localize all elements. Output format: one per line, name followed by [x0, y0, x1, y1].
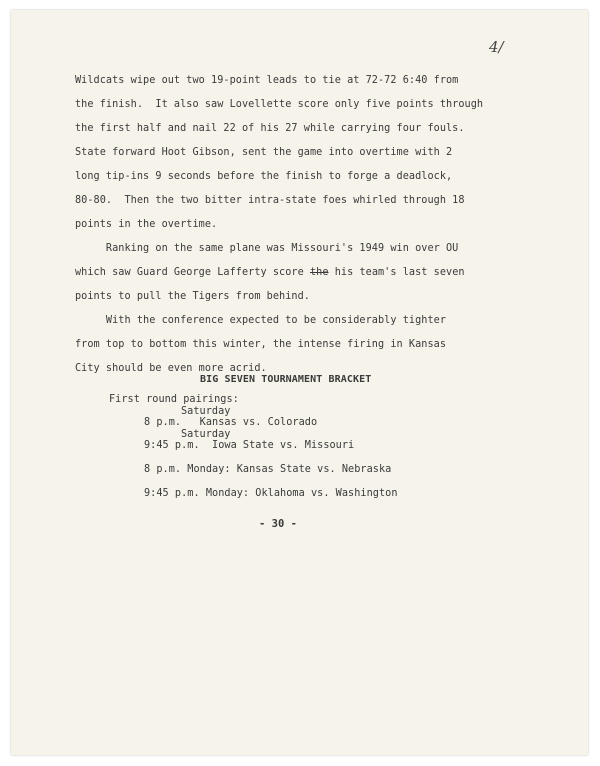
body-line: 80-80. Then the two bitter intra-state foes whirled through 18 — [75, 195, 465, 206]
paper-sheet — [11, 10, 588, 755]
body-line: Wildcats wipe out two 19-point leads to tie at 72-72 6:40 from — [75, 75, 459, 86]
end-mark: - 30 - — [259, 518, 297, 530]
bracket-game: 9:45 p.m. Iowa State vs. Missouri — [144, 440, 355, 451]
body-line: With the conference expected to be considerably tighter — [75, 315, 447, 326]
body-line: Ranking on the same plane was Missouri's 1949 win over OU — [75, 243, 459, 254]
body-line — [75, 267, 465, 278]
body-line: the finish. It also saw Lovellette score only five points through — [75, 99, 484, 110]
body-line: points to pull the Tigers from behind. — [75, 291, 310, 302]
struck-word: the — [309, 267, 329, 278]
bracket-day: Saturday — [181, 429, 231, 440]
body-line: State forward Hoot Gibson, sent the game into overtime with 2 — [75, 147, 453, 158]
body-line: long tip-ins 9 seconds before the finish to forge a deadlock, — [75, 171, 453, 182]
body-line: the first half and nail 22 of his 27 while carrying four fouls. — [75, 123, 465, 134]
bracket-day: Saturday — [181, 406, 231, 417]
line-text: which saw Guard George Lafferty score — [75, 267, 310, 278]
handwritten-page-number: 4/ — [489, 38, 504, 56]
bracket-game: 8 p.m. Kansas vs. Colorado — [144, 417, 318, 428]
bracket-title: BIG SEVEN TOURNAMENT BRACKET — [200, 374, 372, 385]
body-line: City should be even more acrid. — [75, 363, 267, 374]
body-line: from top to bottom this winter, the intense firing in Kansas — [75, 339, 447, 350]
bracket-heading: First round pairings: — [109, 394, 239, 405]
body-line: points in the overtime. — [75, 219, 218, 230]
line-text: his team's last seven — [328, 267, 465, 278]
bracket-game: 8 p.m. Monday: Kansas State vs. Nebraska — [144, 464, 392, 475]
bracket-game: 9:45 p.m. Monday: Oklahoma vs. Washington — [144, 488, 398, 499]
typed-document — [11, 10, 588, 755]
